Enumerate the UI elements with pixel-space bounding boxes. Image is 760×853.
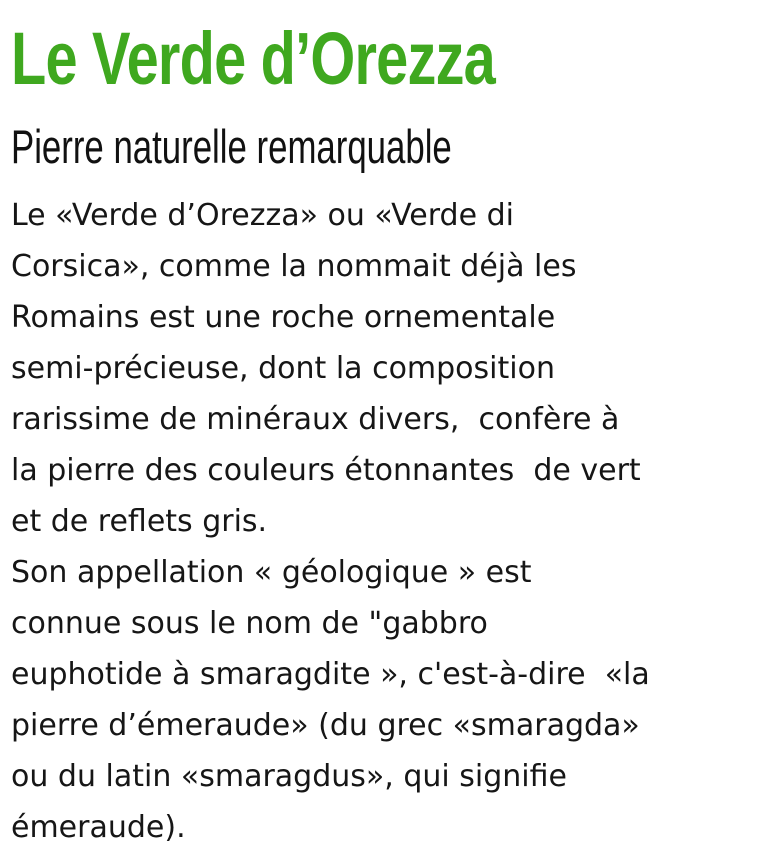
body-line: connue sous le nom de "gabbro — [11, 606, 488, 641]
article-subtitle: Pierre naturelle remarquable — [11, 120, 452, 173]
body-line: la pierre des couleurs étonnantes de vert — [11, 453, 641, 488]
body-line: semi-précieuse, dont la composition — [11, 351, 555, 386]
body-line: émeraude). — [11, 810, 186, 845]
body-line: Corsica», comme la nommait déjà les — [11, 249, 577, 284]
body-line: et de reflets gris. — [11, 504, 268, 539]
body-line: euphotide à smaragdite », c'est-à-dire «la — [11, 657, 650, 692]
article-body — [11, 190, 756, 853]
article-title: Le Verde d’Orezza — [11, 17, 495, 100]
body-line: Romains est une roche ornementale — [11, 300, 556, 335]
body-line: pierre d’émeraude» (du grec «smaragda» — [11, 708, 640, 743]
body-line: rarissime de minéraux divers, confère à — [11, 402, 620, 437]
body-line: ou du latin «smaragdus», qui signifie — [11, 759, 567, 794]
body-line: Le «Verde d’Orezza» ou «Verde di — [11, 198, 514, 233]
body-line: Son appellation « géologique » est — [11, 555, 532, 590]
